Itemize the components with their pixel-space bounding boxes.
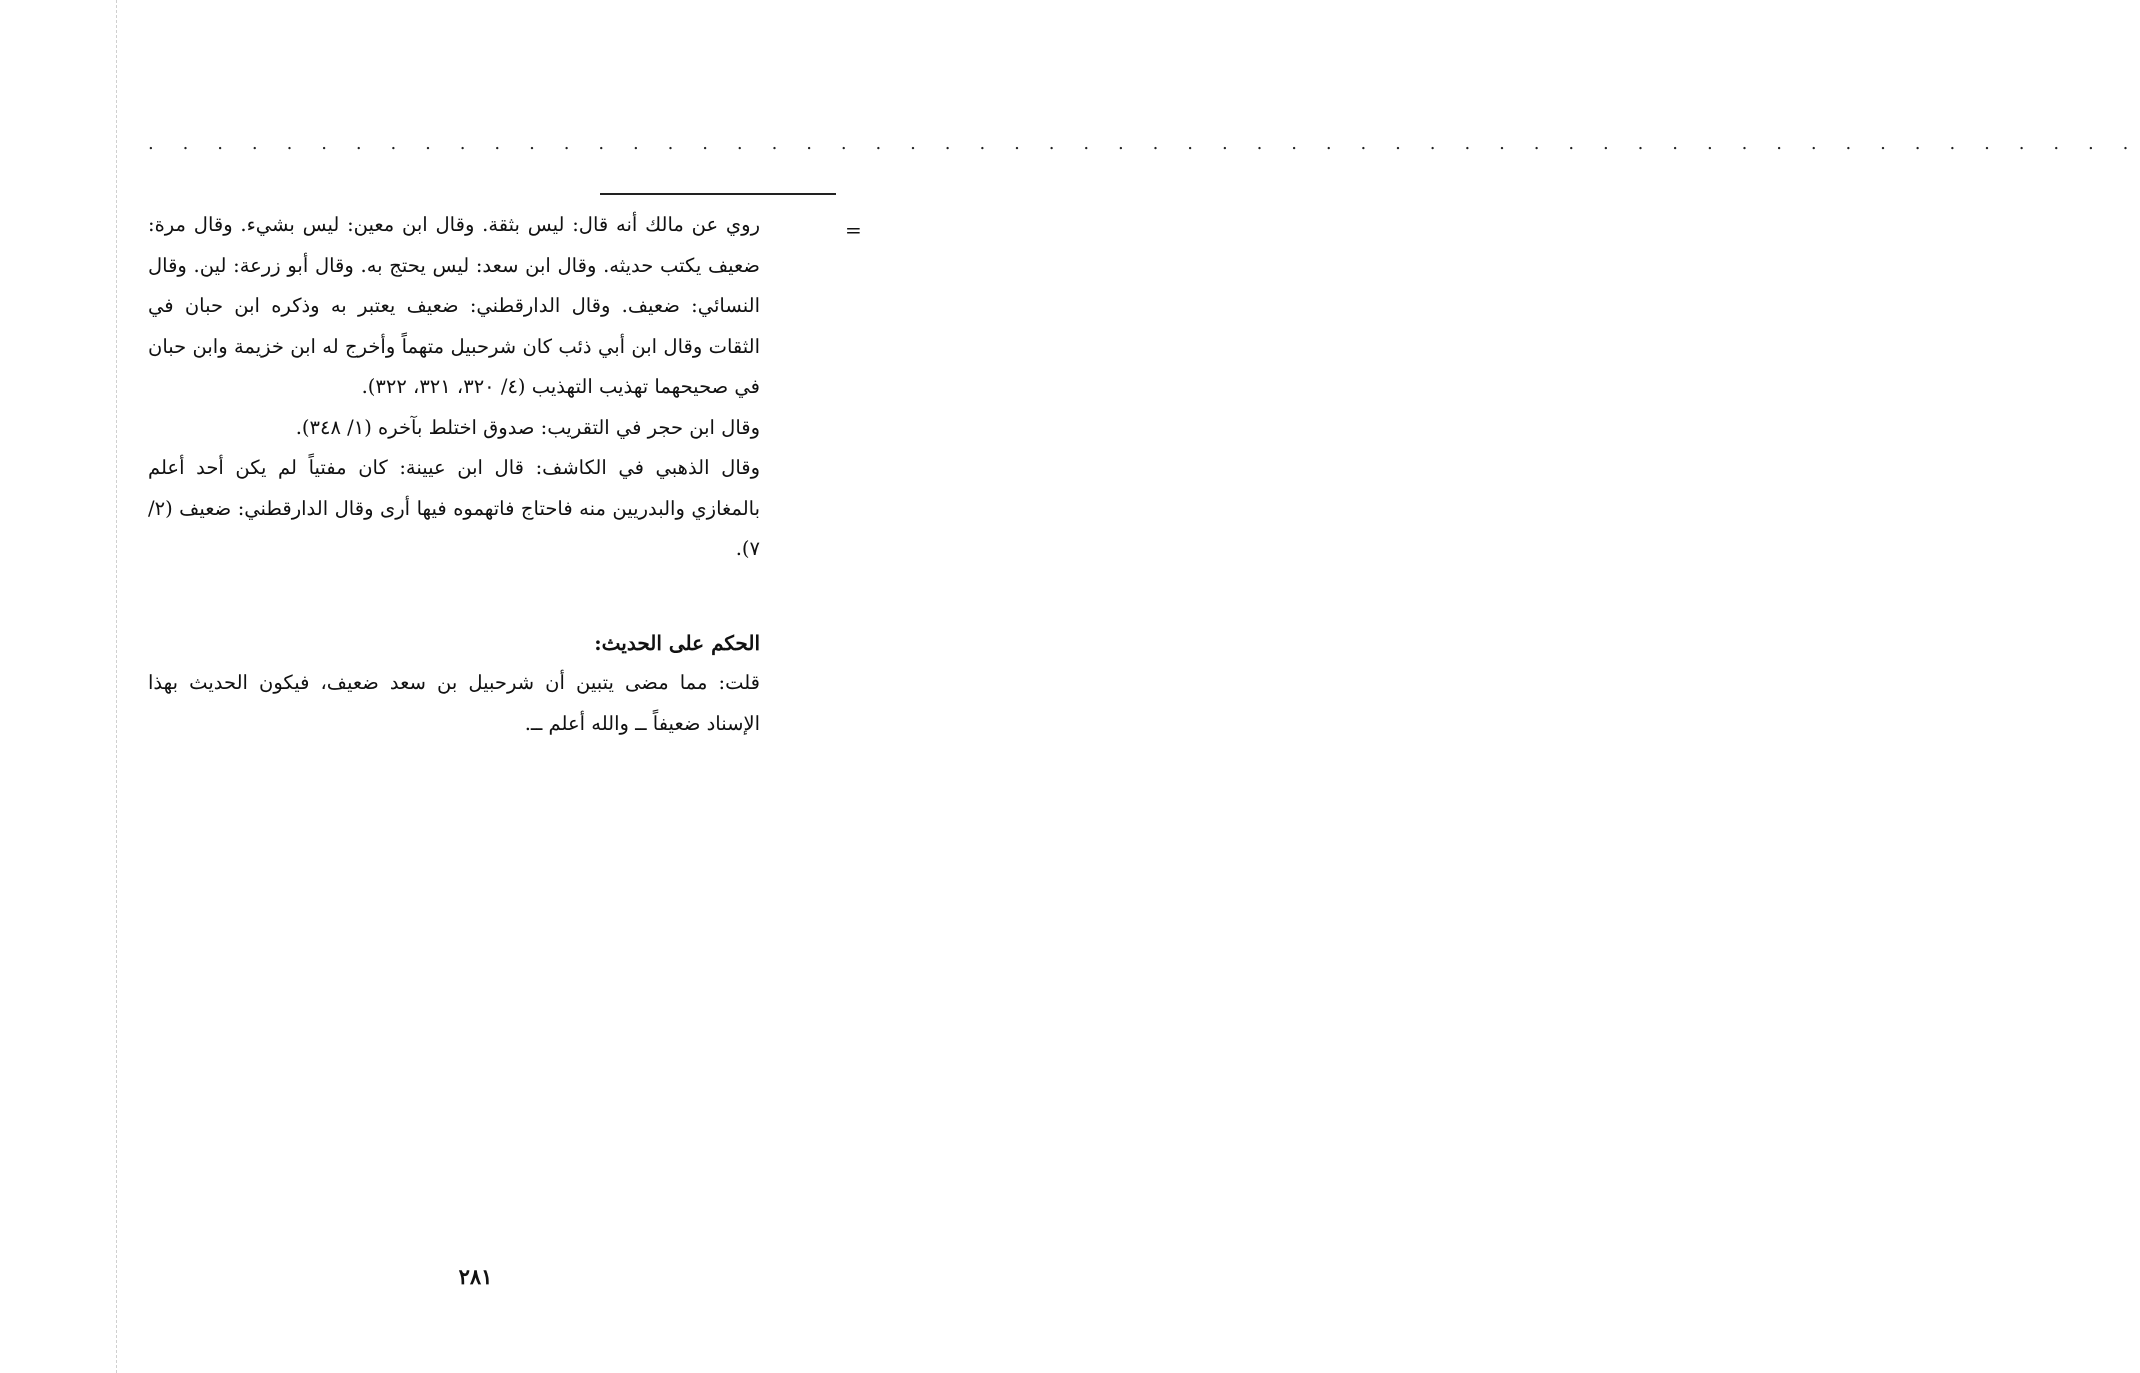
- footnote-continuation-mark: =: [845, 218, 862, 242]
- footnote-paragraph: روي عن مالك أنه قال: ليس بثقة. وقال ابن معين: ليس بشيء. وقال مرة: ضعيف يكتب حديثه. وقال ابن سعد: ليس يحتج به. وقال أبو زرعة: لين. وقال النسائي: ضعيف. وقال الدارقطني: ضعيف يعتبر به وذكره ابن حبان في الثقات وقال ابن أبي ذئب كان شرحبيل متهماً وأخرج له ابن خزيمة وابن حبان في صحيحهما تهذيب التهذيب (٤/ ٣٢٠، ٣٢١، ٣٢٢).: [148, 213, 760, 398]
- footnote-paragraph: وقال ابن حجر في التقريب: صدوق اختلط بآخره (١/ ٣٤٨).: [295, 415, 760, 439]
- footnote-block: [148, 205, 760, 570]
- footnote-paragraph: وقال الذهبي في الكاشف: قال ابن عيينة: كان مفتياً لم يكن أحد أعلم بالمغازي والبدريين منه فاحتاج فاتهموه فيها أرى وقال الدارقطني: ضعيف (٢/ ٧).: [148, 456, 760, 560]
- hadith-verdict-heading: الحكم على الحديث:: [594, 631, 760, 655]
- page-number: ٢٨١: [458, 1264, 493, 1289]
- hadith-verdict-text: قلت: مما مضى يتبين أن شرحبيل بن سعد ضعيف، فيكون الحديث بهذا الإسناد ضعيفاً ــ والله أعلم ــ.: [148, 671, 760, 735]
- page-edge-line: [116, 0, 117, 1373]
- dotted-separator: . . . . . . . . . . . . . . . . . . . . . . . . . . . . . . . . . . . . . . . . . . . . . . . . . . . . . . . . . .: [148, 133, 2140, 154]
- footnote-rule: [600, 193, 836, 195]
